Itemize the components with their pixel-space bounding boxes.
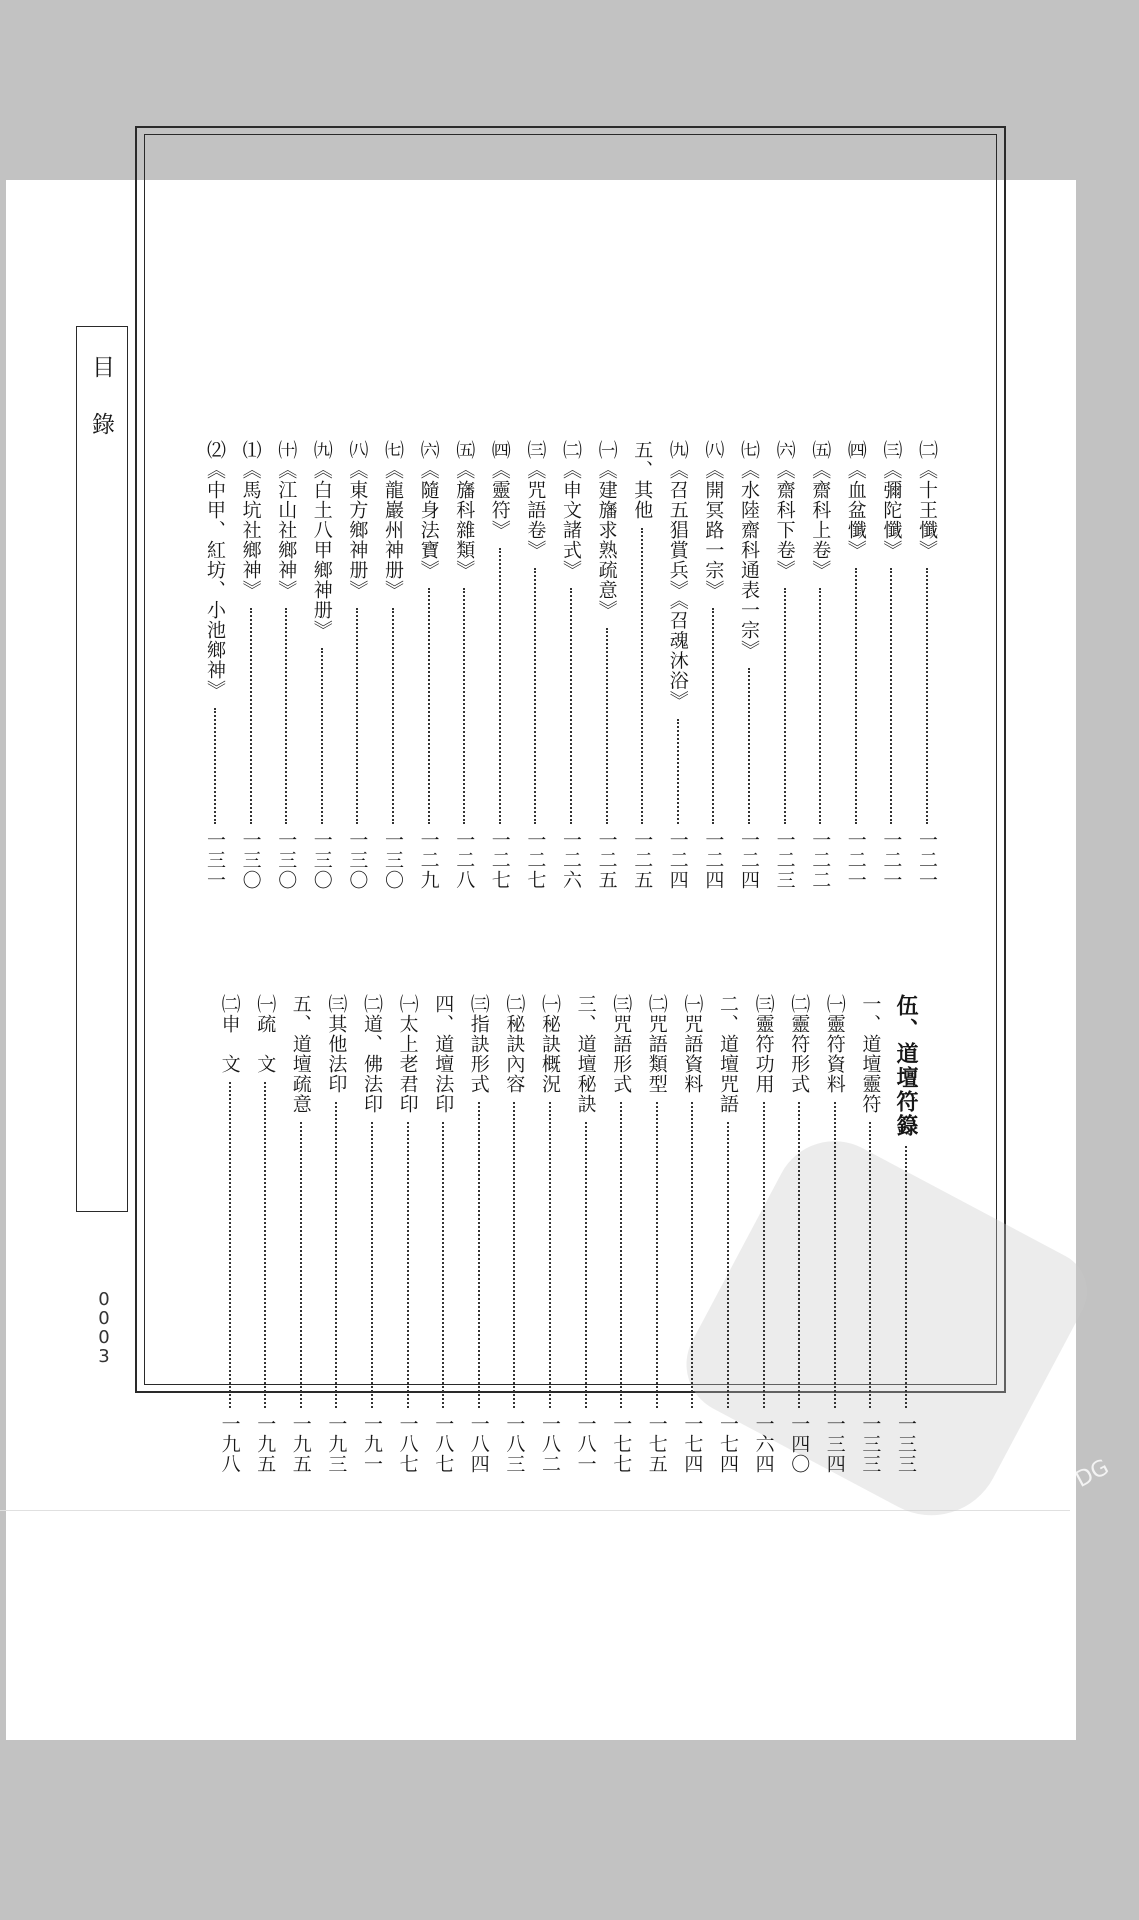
toc-entry-page: 一二五 (595, 830, 618, 890)
toc-leader-dots (926, 568, 928, 824)
toc-entry (642, 994, 672, 1474)
toc-entry-page: 一八七 (396, 1414, 419, 1474)
tab-title: 目錄 (88, 355, 114, 469)
toc-entry (520, 440, 550, 890)
toc-leader-dots (534, 568, 536, 824)
toc-entry-page: 一三〇 (310, 830, 333, 890)
toc-leader-dots (264, 1082, 266, 1408)
toc-leader-dots (356, 608, 358, 824)
toc-entry (250, 994, 280, 1474)
toc-entry-page: 一九五 (254, 1414, 277, 1474)
toc-entry (271, 440, 301, 890)
toc-entry-title: ㈣《靈符》 (488, 440, 511, 540)
toc-leader-dots (478, 1102, 480, 1408)
toc-leader-dots (606, 628, 608, 824)
toc-leader-dots (392, 608, 394, 824)
toc-entry-title: ㈠《建旛求熟疏意》 (595, 440, 618, 620)
toc-entry (805, 440, 835, 890)
toc-entry (841, 440, 871, 890)
toc-entry-title: ㈧《開冥路一宗》 (702, 440, 725, 600)
toc-leader-dots (691, 1102, 693, 1408)
toc-entry (770, 440, 800, 890)
toc-leader-dots (819, 588, 821, 824)
toc-entry-title: ㈨《白土八甲鄉神册》 (310, 440, 333, 640)
toc-entry (342, 440, 372, 890)
toc-entry (414, 440, 444, 890)
toc-entry-page: 一七七 (610, 1414, 633, 1474)
toc-entry-title: ㈢指訣形式 (467, 994, 490, 1094)
toc-leader-dots (250, 608, 252, 824)
toc-leader-dots (321, 648, 323, 824)
toc-entry (556, 440, 586, 890)
toc-entry-page: 一二七 (488, 830, 511, 890)
toc-leader-dots (300, 1122, 302, 1408)
toc-leader-dots (869, 1122, 871, 1408)
toc-entry-title: ㈥《齋科下卷》 (773, 440, 796, 580)
toc-entry-title: ㈠咒語資料 (681, 994, 704, 1094)
toc-entry (592, 440, 622, 890)
toc-leader-dots (214, 708, 216, 824)
toc-leader-dots (570, 588, 572, 824)
toc-entry-title: ㈧《東方鄉神册》 (346, 440, 369, 600)
toc-entry-title: 伍、道壇符籙 (893, 994, 919, 1138)
toc-entry (627, 440, 657, 890)
toc-entry-title: 三、道壇秘訣 (574, 994, 597, 1114)
toc-entry-page: 一二九 (417, 830, 440, 890)
toc-leader-dots (677, 719, 679, 825)
toc-entry-title: 五、道壇疏意 (289, 994, 312, 1114)
toc-leader-dots (371, 1122, 373, 1408)
toc-leader-dots (855, 568, 857, 824)
toc-entry (485, 440, 515, 890)
toc-entry (606, 994, 636, 1474)
toc-entry (357, 994, 387, 1474)
toc-entry-title: ㈠太上老君印 (396, 994, 419, 1114)
toc-entry-title: 五、其他 (631, 440, 654, 520)
toc-leader-dots (905, 1146, 907, 1408)
toc-leader-dots (890, 568, 892, 824)
toc-entry-title: ㈡靈符形式 (788, 994, 811, 1094)
toc-entry-page: 一二一 (916, 830, 938, 890)
toc-entry (749, 994, 779, 1474)
toc-entry-page: 一三〇 (382, 830, 404, 890)
toc-entry (820, 994, 850, 1474)
toc-entry-page: 一三三 (859, 1414, 882, 1474)
toc-entry-page: 一二二 (809, 830, 832, 890)
toc-entry-title: ㈢其他法印 (325, 994, 348, 1094)
toc-entry-page: 一三三 (895, 1414, 917, 1474)
toc-entry-title: ⑵《中甲、紅坊、小池鄉神》 (204, 440, 226, 700)
toc-leader-dots (513, 1102, 515, 1408)
toc-leader-dots (499, 548, 501, 824)
toc-leader-dots (549, 1102, 551, 1408)
toc-leader-dots (463, 588, 465, 824)
toc-leader-dots (712, 608, 714, 824)
toc-entry-title: 二、道壇咒語 (717, 994, 739, 1114)
toc-entry-page: 一二一 (880, 830, 903, 890)
toc-leader-dots (748, 668, 750, 824)
toc-entry-title: ㈠靈符資料 (823, 994, 846, 1094)
toc-leader-dots (727, 1122, 729, 1408)
toc-entry (876, 440, 906, 890)
toc-entry (912, 440, 942, 890)
toc-entry (713, 994, 743, 1474)
toc-entry (784, 994, 814, 1474)
toc-entry (428, 994, 458, 1474)
toc-entry-page: 一三〇 (275, 830, 298, 890)
toc-entry-page: 一八三 (503, 1414, 526, 1474)
toc-entry-page: 一九八 (218, 1414, 241, 1474)
toc-entry (307, 440, 337, 890)
toc-entry-title: ㈠疏 文 (254, 994, 277, 1074)
toc-entry (321, 994, 351, 1474)
toc-entry (698, 440, 728, 890)
toc-leader-dots (641, 528, 643, 824)
toc-entry-title: ⑴《馬坑社鄉神》 (239, 440, 262, 600)
toc-entry (677, 994, 707, 1474)
toc-leader-dots (585, 1122, 587, 1408)
toc-entry-page: 一二八 (453, 830, 476, 890)
toc-entry-page: 一二五 (631, 830, 654, 890)
toc-entry (449, 440, 479, 890)
toc-entry-page: 一二四 (738, 830, 760, 890)
toc-entry-title: ㈠秘訣概況 (539, 994, 561, 1094)
toc-entry-title: 一、道壇靈符 (859, 994, 882, 1114)
toc-leader-dots (620, 1102, 622, 1408)
toc-entry (535, 994, 565, 1474)
watermark-label: DG (1071, 1454, 1114, 1493)
toc-entry-page: 一三一 (204, 830, 226, 890)
toc-entry-page: 一三〇 (239, 830, 262, 890)
toc-entry-title: ㈩《江山社鄉神》 (275, 440, 298, 600)
toc-entry-title: ㈡《申文諸式》 (560, 440, 582, 580)
toc-entry-page: 一七四 (717, 1414, 739, 1474)
toc-entry-page: 一八二 (539, 1414, 561, 1474)
toc-entry (464, 994, 494, 1474)
toc-entry-title: 四、道壇法印 (432, 994, 455, 1114)
toc-entry (571, 994, 601, 1474)
toc-entry (855, 994, 885, 1474)
toc-entry (200, 440, 230, 890)
toc-entry-title: ㈥《隨身法寶》 (417, 440, 440, 580)
toc-entry-page: 一八一 (574, 1414, 597, 1474)
toc-entry-page: 一八四 (467, 1414, 490, 1474)
toc-leader-dots (335, 1102, 337, 1408)
toc-entry-page: 一八七 (432, 1414, 455, 1474)
page-number: 0003 (98, 1289, 110, 1367)
toc-entry-title: ㈢《彌陀懺》 (880, 440, 903, 560)
toc-entry (891, 994, 921, 1474)
toc-entry-page: 一二七 (524, 830, 547, 890)
toc-entry-page: 一四〇 (788, 1414, 811, 1474)
toc-leader-dots (834, 1102, 836, 1408)
toc-entry-page: 一二一 (844, 830, 867, 890)
toc-entry (286, 994, 316, 1474)
toc-entry-title: ㈡咒語類型 (645, 994, 668, 1094)
toc-entry-page: 一二四 (702, 830, 725, 890)
toc-entry-page: 一二六 (560, 830, 582, 890)
toc-leader-dots (784, 588, 786, 824)
toc-entry-title: ㈤《旛科雜類》 (453, 440, 476, 580)
toc-leader-dots (763, 1102, 765, 1408)
toc-leader-dots (798, 1102, 800, 1408)
toc-entry-title: ㈣《血盆懺》 (844, 440, 867, 560)
toc-entry-page: 一七四 (681, 1414, 704, 1474)
toc-entry (499, 994, 529, 1474)
toc-leader-dots (656, 1102, 658, 1408)
toc-leader-dots (407, 1122, 409, 1408)
toc-entry-title: ㈦《龍巖州神册》 (382, 440, 404, 600)
toc-entry-title: ㈨《召五猖賞兵》《召魂沐浴》 (666, 440, 689, 711)
toc-entry-title: ㈡秘訣內容 (503, 994, 526, 1094)
toc-entry-title: ㈡《十王懺》 (916, 440, 938, 560)
toc-entry (236, 440, 266, 890)
toc-entry (663, 440, 693, 890)
toc-entry-title: ㈢靈符功用 (752, 994, 775, 1094)
toc-entry (734, 440, 764, 890)
toc-entry-page: 一三四 (823, 1414, 846, 1474)
toc-entry-title: ㈦《水陸齋科通表一宗》 (738, 440, 760, 660)
toc-leader-dots (428, 588, 430, 824)
toc-entry-title: ㈡申 文 (218, 994, 241, 1074)
toc-entry-page: 一二四 (666, 830, 689, 890)
toc-entry-page: 一九三 (325, 1414, 348, 1474)
toc-entry-page: 一九一 (361, 1414, 383, 1474)
toc-entry-title: ㈢咒語形式 (610, 994, 633, 1094)
toc-entry-title: ㈡道、佛法印 (361, 994, 383, 1114)
toc-entry (378, 440, 408, 890)
toc-entry (393, 994, 423, 1474)
toc-leader-dots (229, 1082, 231, 1408)
toc-entry-page: 一七五 (645, 1414, 668, 1474)
toc-entry-page: 一三〇 (346, 830, 369, 890)
toc-entry-title: ㈤《齋科上卷》 (809, 440, 832, 580)
toc-leader-dots (285, 608, 287, 824)
toc-entry-page: 一二三 (773, 830, 796, 890)
section-tab (76, 326, 128, 1212)
toc-entry-page: 一六四 (752, 1414, 775, 1474)
toc-leader-dots (442, 1122, 444, 1408)
toc-entry-page: 一九五 (289, 1414, 312, 1474)
toc-entry-title: ㈢《咒語卷》 (524, 440, 547, 560)
toc-entry (215, 994, 245, 1474)
